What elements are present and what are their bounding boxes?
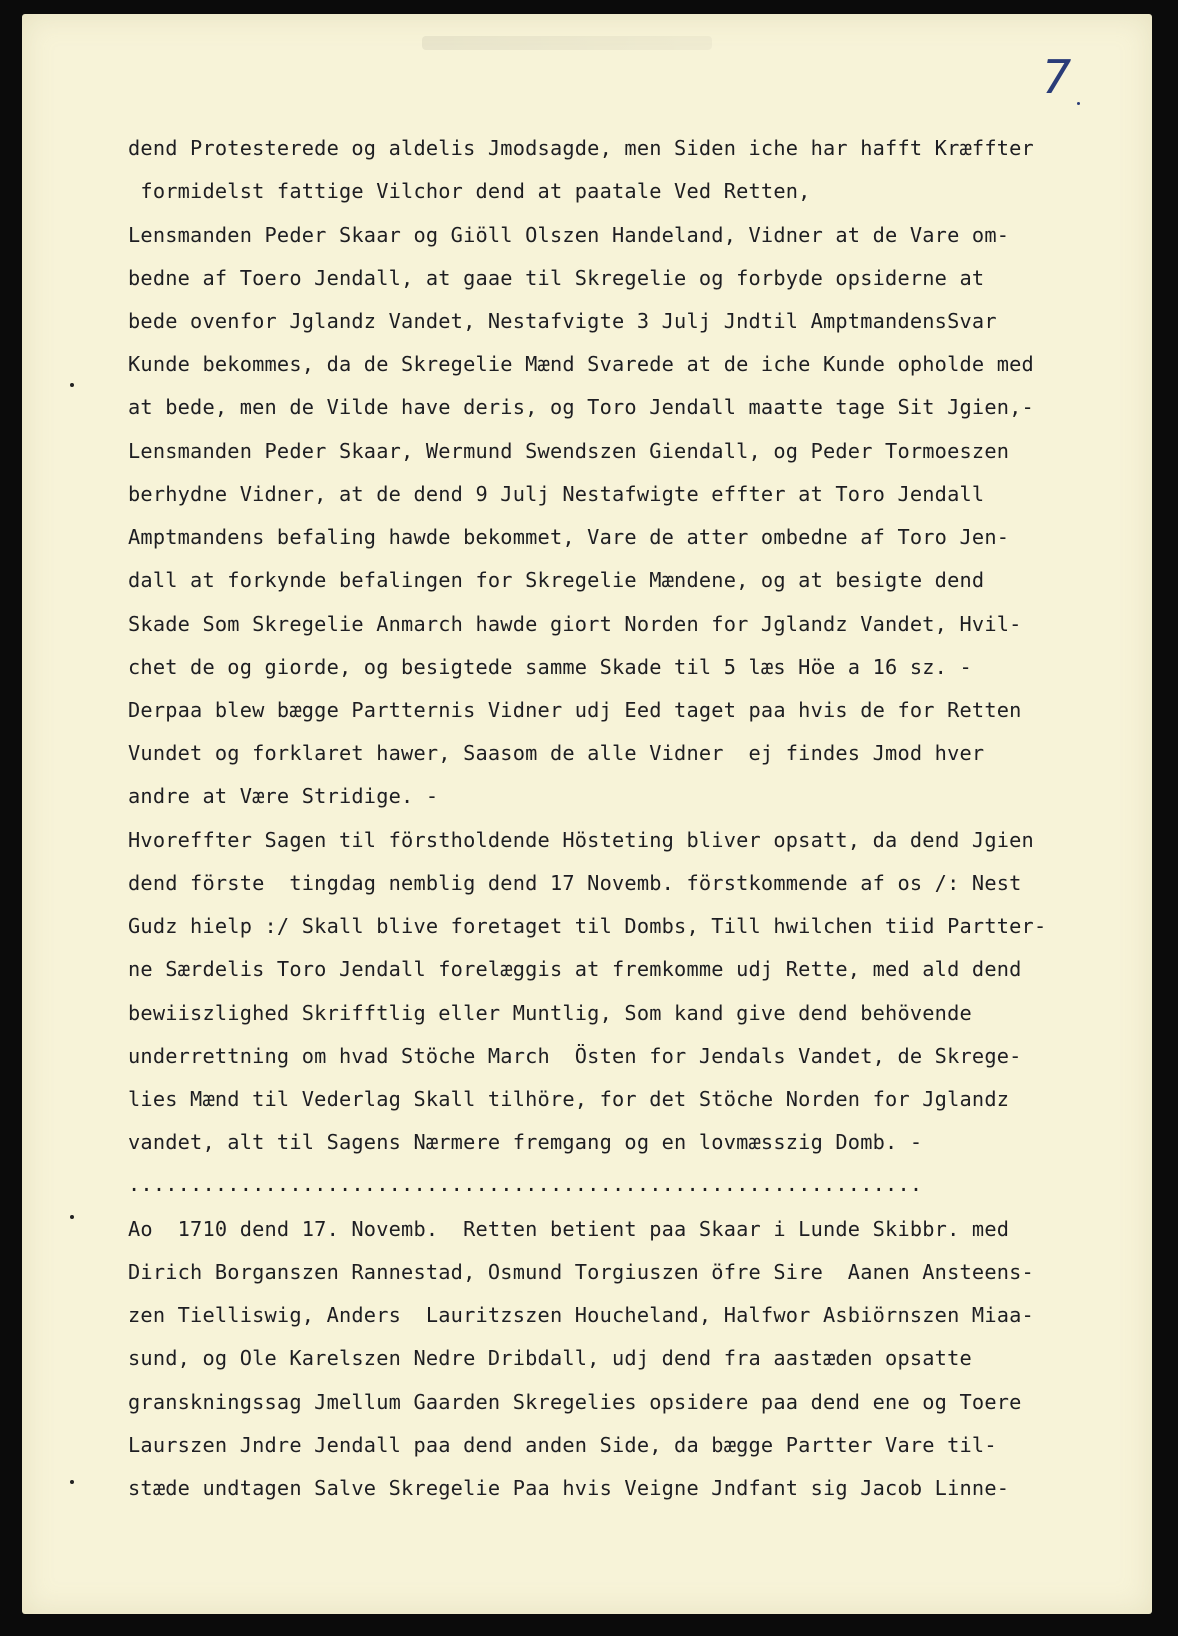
text-line: Hvoreffter Sagen til förstholdende Hösteting bliver opsatt, da dend Jgien: [128, 828, 1034, 852]
text-line: dend förste tingdag nemblig dend 17 Novemb. förstkommende af os /: Nest: [128, 871, 1022, 895]
text-line: zen Tielliswig, Anders Lauritzszen Houcheland, Halfwor Asbiörnszen Miaa-: [128, 1303, 1034, 1327]
text-line: Kunde bekommes, da de Skregelie Mænd Svarede at de iche Kunde opholde med: [128, 352, 1034, 376]
text-line: sund, og Ole Karelszen Nedre Dribdall, udj dend fra aastæden opsatte: [128, 1346, 972, 1370]
text-line: Lensmanden Peder Skaar og Giöll Olszen Handeland, Vidner at de Vare om-: [128, 223, 1010, 247]
margin-punch-mark: [70, 1215, 74, 1219]
text-line: Dirich Borganszen Rannestad, Osmund Torgiuszen öfre Sire Aanen Ansteens-: [128, 1260, 1034, 1284]
text-line: formidelst fattige Vilchor dend at paatale Ved Retten,: [128, 179, 811, 203]
text-line: Amptmandens befaling hawde bekommet, Vare de atter ombedne af Toro Jen-: [128, 525, 1010, 549]
text-line: bede ovenfor Jglandz Vandet, Nestafvigte 3 Julj Jndtil AmptmandensSvar: [128, 309, 997, 333]
handwritten-page-number: 7: [1042, 50, 1072, 104]
faded-header-mark: [422, 36, 712, 50]
page-number-dot: [1077, 102, 1080, 105]
text-line: lies Mænd til Vederlag Skall tilhöre, for det Stöche Norden for Jglandz: [128, 1087, 1010, 1111]
text-line: at bede, men de Vilde have deris, og Toro Jendall maatte tage Sit Jgien,-: [128, 395, 1034, 419]
text-line: andre at Være Stridige. -: [128, 784, 439, 808]
text-line: Derpaa blew bægge Partternis Vidner udj Eed taget paa hvis de for Retten: [128, 698, 1022, 722]
text-line: berhydne Vidner, at de dend 9 Julj Nestafwigte effter at Toro Jendall: [128, 482, 985, 506]
text-line: bewiiszlighed Skrifftlig eller Muntlig, Som kand give dend behövende: [128, 1001, 972, 1025]
text-line: Laurszen Jndre Jendall paa dend anden Side, da bægge Partter Vare til-: [128, 1433, 997, 1457]
margin-punch-mark: [70, 383, 74, 387]
document-page: [22, 14, 1152, 1614]
text-line: underrettning om hvad Stöche March Östen for Jendals Vandet, de Skrege-: [128, 1044, 1022, 1068]
text-line: ne Særdelis Toro Jendall forelæggis at fremkomme udj Rette, med ald dend: [128, 957, 1022, 981]
dotted-separator: ................................................................: [128, 1172, 923, 1196]
margin-punch-mark: [70, 1480, 74, 1484]
text-line: Gudz hielp :/ Skall blive foretaget til Dombs, Till hwilchen tiid Partter-: [128, 914, 1047, 938]
text-line: Vundet og forklaret hawer, Saasom de alle Vidner ej findes Jmod hver: [128, 741, 985, 765]
text-line: bedne af Toero Jendall, at gaae til Skregelie og forbyde opsiderne at: [128, 266, 985, 290]
text-line: Ao 1710 dend 17. Novemb. Retten betient paa Skaar i Lunde Skibbr. med: [128, 1217, 1010, 1241]
text-line: granskningssag Jmellum Gaarden Skregelies opsidere paa dend ene og Toere: [128, 1390, 1022, 1414]
text-line: Skade Som Skregelie Anmarch hawde giort Norden for Jglandz Vandet, Hvil-: [128, 612, 1022, 636]
text-line: dall at forkynde befalingen for Skregelie Mændene, og at besigte dend: [128, 568, 985, 592]
text-line: dend Protesterede og aldelis Jmodsagde, men Siden iche har hafft Kræffter: [128, 136, 1034, 160]
text-line: chet de og giorde, og besigtede samme Skade til 5 læs Höe a 16 sz. -: [128, 655, 972, 679]
text-line: stæde undtagen Salve Skregelie Paa hvis Veigne Jndfant sig Jacob Linne-: [128, 1476, 1010, 1500]
text-line: Lensmanden Peder Skaar, Wermund Swendszen Giendall, og Peder Tormoeszen: [128, 439, 1010, 463]
text-line: vandet, alt til Sagens Nærmere fremgang og en lovmæsszig Domb. -: [128, 1130, 923, 1154]
